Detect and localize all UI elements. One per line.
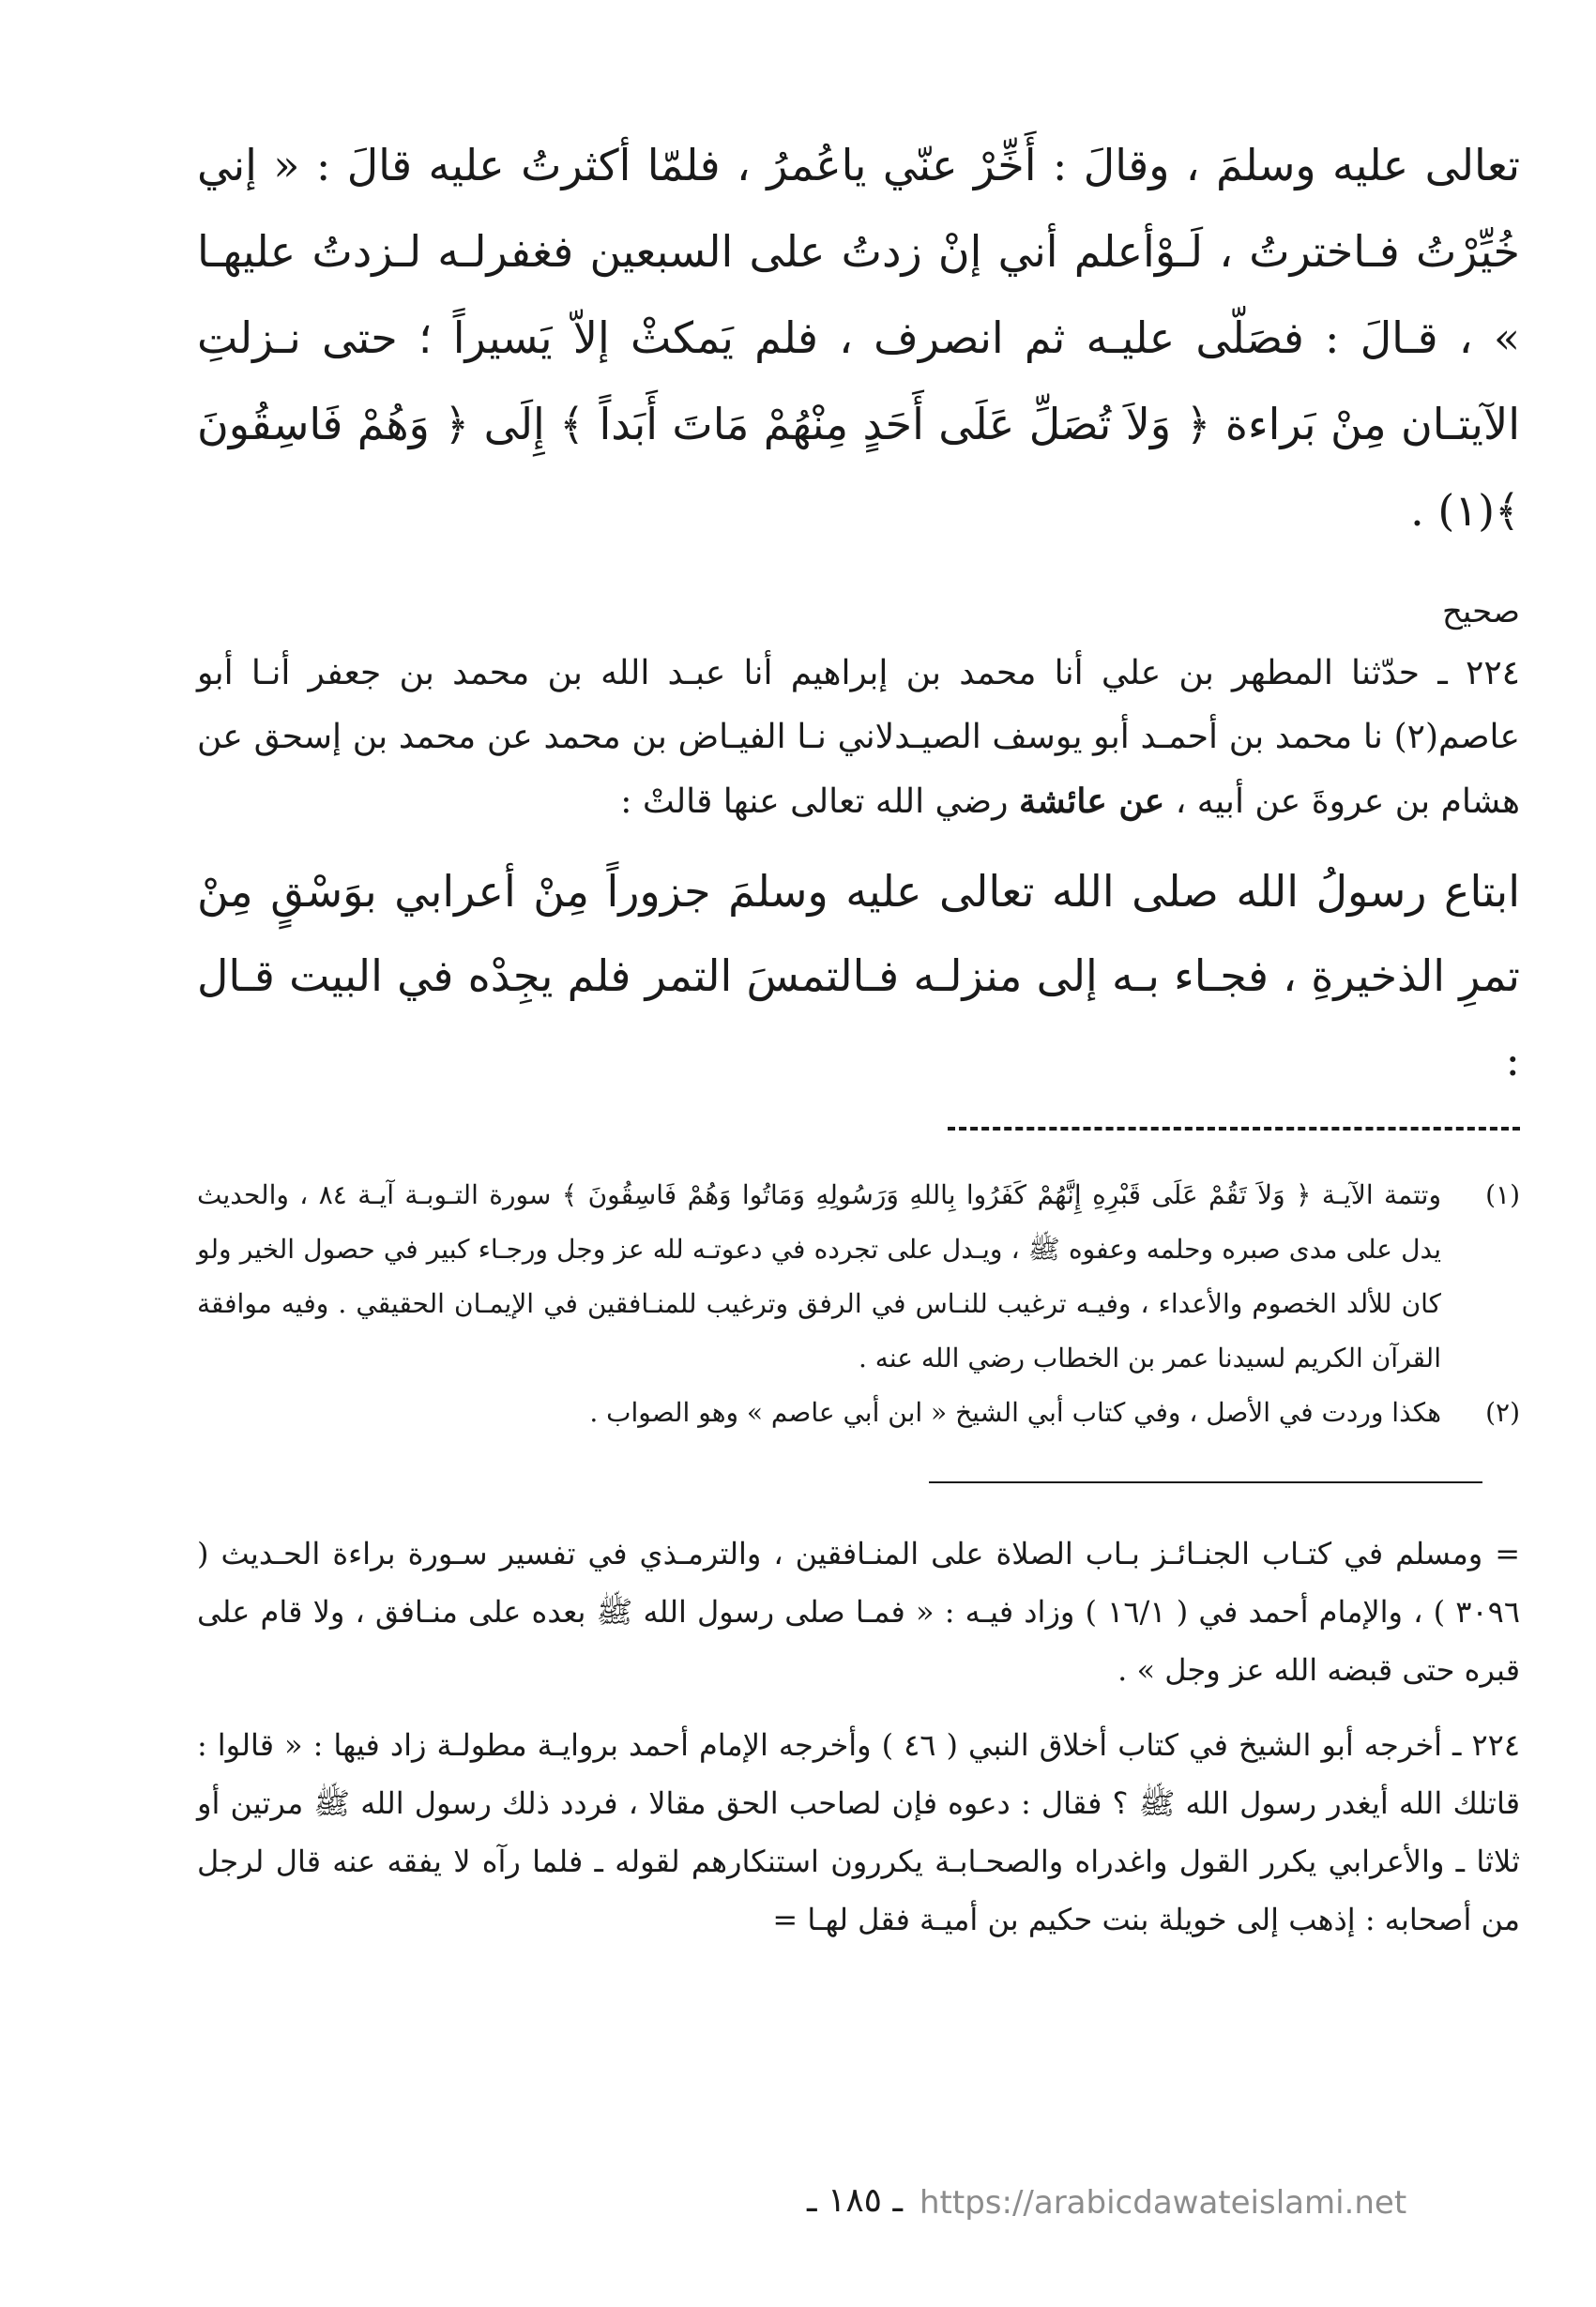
isnad-end: رضي الله تعالى عنها قالتْ :	[620, 782, 1019, 821]
takhrij-separator	[929, 1481, 1482, 1483]
takhrij-paragraph: ٢٢٤ ـ أخرجه أبو الشيخ في كتاب أخلاق النبي ( ٤٦ ) وأخرجه الإمام أحمد بروايـة مطولـة زاد فيها : « قالوا : قاتلك الله أيغدر رسول الله ﷺ ؟ فقال : دعوه فإن لصاحب الحق مقالا ، فردد ذلك رسول الله ﷺ مرتين أو ثلاثا ـ والأعرابي يكرر القول واغدراه والصحـابـة يكررون استنكارهم لقوله ـ فلما رآه لا يفقه عنه قال لرجل من أصحابه : إذهب إلى خويلة بنت حكيم بن أميـة فقل لهـا =	[197, 1727, 1521, 1937]
hadith-isnad	[197, 642, 1520, 834]
footnote-number: (١)	[1485, 1179, 1520, 1210]
book-page	[197, 122, 1520, 2280]
isnad-start: ٢٢٤ ـ حدّثنا المطهر بن علي أنا محمد بن إبراهيم أنا عبـد الله بن محمد بن جعفر أنـا أبو عاصم(٢) نا محمد بن أحمـد أبو يوسف الصيـدلاني نـا الفيـاض بن محمد عن محمد بن إسحق عن هشام بن عروةَ عن أبيه ،	[197, 654, 1520, 821]
footnote-separator	[948, 1127, 1520, 1149]
footnote-text: هكذا وردت في الأصل ، وفي كتاب أبي الشيخ « ابن أبي عاصم » وهو الصواب .	[589, 1397, 1441, 1428]
footnote	[197, 1168, 1520, 1386]
footnote	[197, 1386, 1520, 1440]
footnote-number: (٢)	[1485, 1397, 1520, 1428]
takhrij-paragraph: = ومسلم في كتـاب الجنـائـز بـاب الصلاة على المنـافقين ، والترمـذي في تفسير سـورة براءة الحـديث ( ٣٠٩٦ ) ، والإمام أحمد في ( ١٦/١ ) وزاد فيـه : « فمـا صلى رسول الله ﷺ بعده على منـافق ، ولا قام على قبره حتى قبضه الله عز وجل » .	[197, 1536, 1520, 1688]
hadith-matn: ابتاع رسولُ الله صلى الله تعالى عليه وسلمَ جزوراً مِنْ أعرابي بوَسْقٍ مِنْ تمرِ الذخيرةِ ، فجـاء بـه إلى منزلـه فـالتمسَ التمر فلم يجِدْه في البيت قـال :	[197, 866, 1520, 1085]
site-watermark: https://arabicdawateislami.net	[920, 2184, 1407, 2222]
hadith-grade: صحيح	[1441, 593, 1520, 630]
footnote-text: وتتمة الآيـة ﴿ وَلاَ تَقُمْ عَلَى قَبْرِهِ إِنَّهُمْ كَفَرُوا بِاللهِ وَرَسُولِهِ وَمَاتُوا وَهُمْ فَاسِقُونَ ﴾ سورة التـوبـة آيـة ٨٤ ، والحديث يدل على مدى صبره وحلمه وعفوه ﷺ ، ويـدل على تجرده في دعوتـه لله عز وجل ورجـاء كبير في حصول الخير ولو كان للألد الخصوم والأعداء ، وفيـه ترغيب للنـاس في الرفق وترغيب للمنـافقين في الإيمـان الحقيقي . وفيه موافقة القرآن الكريم لسيدنا عمر بن الخطاب رضي الله عنه .	[197, 1179, 1441, 1374]
continued-hadith-text: تعالى عليه وسلمَ ، وقالَ : أَخِّرْ عنّي ياعُمرُ ، فلمّا أكثرتُ عليه قالَ : « إني خُيِّرْتُ فـاخترتُ ، لَـوْأعلم أني إنْ زدتُ على السبعين فغفرلـه لـزدتُ عليهـا » ، قـالَ : فصَلّى عليـه ثم انصرف ، فلم يَمكثْ إلاّ يَسيراً ؛ حتى نـزلتِ الآيتـان مِنْ بَراءة ﴿ وَلاَ تُصَلِّ عَلَى أَحَدٍ مِنْهُمْ مَاتَ أَبَداً ﴾ إِلَى ﴿ وَهُمْ فَاسِقُونَ ﴾(١) .	[197, 140, 1520, 536]
narrator-name: عن عائشة	[1018, 782, 1165, 821]
page-number: ـ ١٨٥ ـ	[807, 2181, 904, 2220]
